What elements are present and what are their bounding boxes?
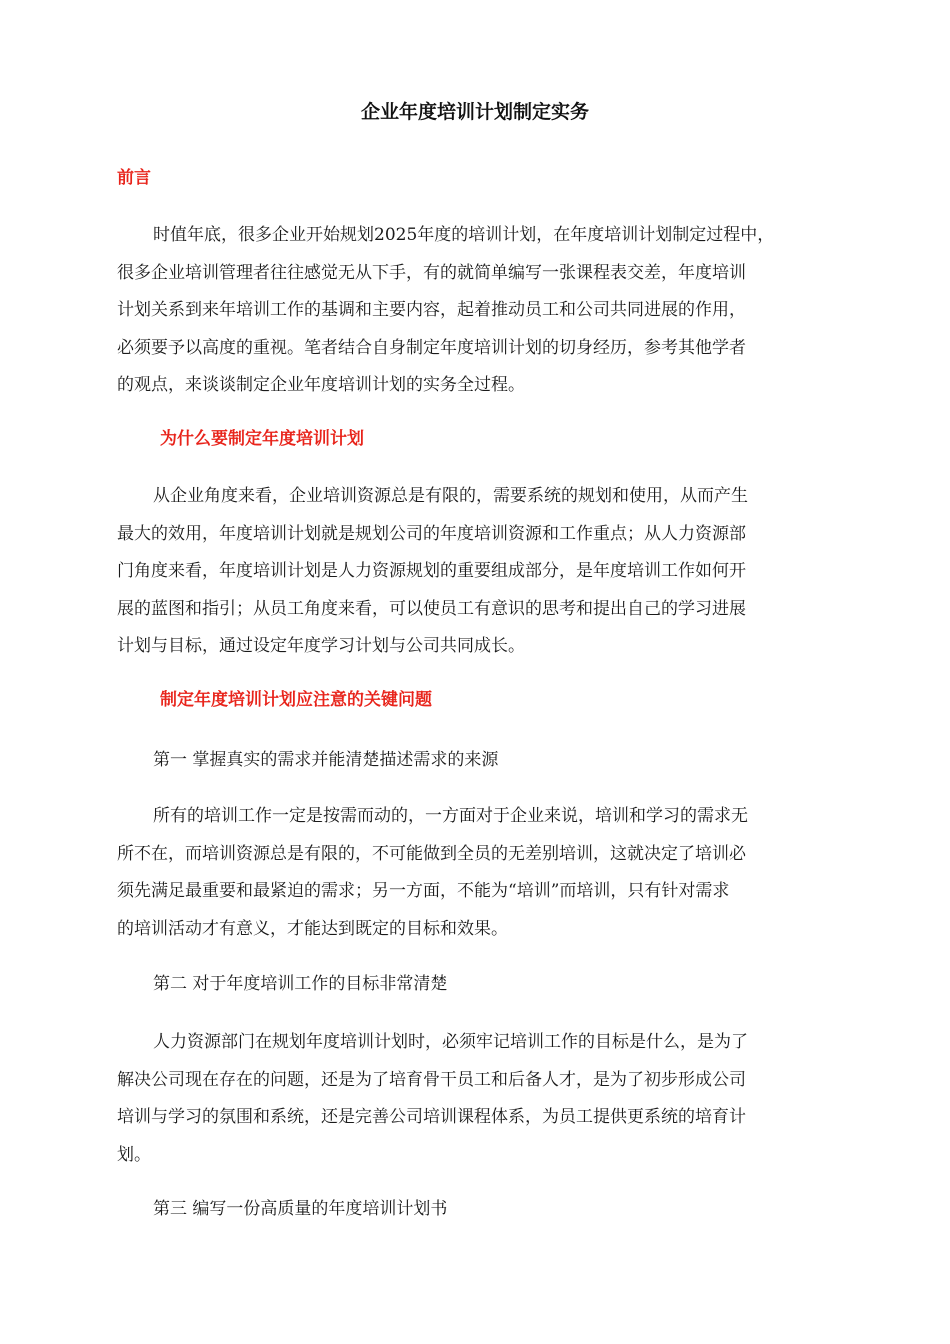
paragraph-line: 所有的培训工作一定是按需而动的，一方面对于企业来说，培训和学习的需求无 (153, 806, 748, 826)
why-heading: 为什么要制定年度培训计划 (160, 429, 364, 449)
point-one-title: 第一 掌握真实的需求并能清楚描述需求的来源 (153, 750, 499, 770)
paragraph-line: 很多企业培训管理者往往感觉无从下手，有的就简单编写一张课程表交差，年度培训 (117, 262, 746, 283)
paragraph-line: 必须要予以高度的重视。笔者结合自身制定年度培训计划的切身经历，参考其他学者 (117, 337, 746, 358)
point-two-title: 第二 对于年度培训工作的目标非常清楚 (153, 974, 448, 994)
paragraph-line: 须先满足最重要和最紧迫的需求；另一方面，不能为“培训”而培训，只有针对需求 (117, 881, 730, 901)
paragraph-line: 划。 (117, 1144, 151, 1165)
paragraph-line: 人力资源部门在规划年度培训计划时，必须牢记培训工作的目标是什么，是为了 (153, 1032, 748, 1052)
paragraph-line: 的观点，来谈谈制定企业年度培训计划的实务全过程。 (117, 375, 525, 395)
paragraph-line: 计划关系到来年培训工作的基调和主要内容，起着推动员工和公司共同进展的作用， (117, 300, 746, 320)
page-title: 企业年度培训计划制定实务 (360, 101, 589, 123)
paragraph-line: 展的蓝图和指引；从员工角度来看，可以使员工有意识的思考和提出自己的学习进展 (117, 598, 746, 619)
point-two-paragraph (117, 1024, 837, 1174)
point-three-title: 第三 编写一份高质量的年度培训计划书 (153, 1199, 448, 1219)
paragraph-line: 从企业角度来看，企业培训资源总是有限的，需要系统的规划和使用，从而产生 (153, 486, 748, 506)
preface-paragraph (117, 217, 837, 405)
paragraph-line: 所不在，而培训资源总是有限的，不可能做到全员的无差别培训，这就决定了培训必 (117, 843, 746, 864)
paragraph-line: 的培训活动才有意义，才能达到既定的目标和效果。 (117, 918, 508, 939)
point-one-paragraph (117, 798, 837, 948)
paragraph-line: 培训与学习的氛围和系统，还是完善公司培训课程体系，为员工提供更系统的培育计 (117, 1107, 746, 1127)
key-issues-heading: 制定年度培训计划应注意的关键问题 (160, 690, 432, 710)
preface-heading: 前言 (117, 168, 151, 188)
why-paragraph (117, 478, 837, 666)
paragraph-line: 门角度来看，年度培训计划是人力资源规划的重要组成部分，是年度培训工作如何开 (117, 561, 746, 581)
paragraph-line: 解决公司现在存在的问题，还是为了培育骨干员工和后备人才，是为了初步形成公司 (117, 1069, 746, 1090)
paragraph-line: 最大的效用，年度培训计划就是规划公司的年度培训资源和工作重点；从人力资源部 (117, 523, 746, 544)
paragraph-line: 计划与目标，通过设定年度学习计划与公司共同成长。 (117, 636, 525, 656)
paragraph-line: 时值年底，很多企业开始规划2025年度的培训计划，在年度培训计划制定过程中， (153, 225, 775, 245)
